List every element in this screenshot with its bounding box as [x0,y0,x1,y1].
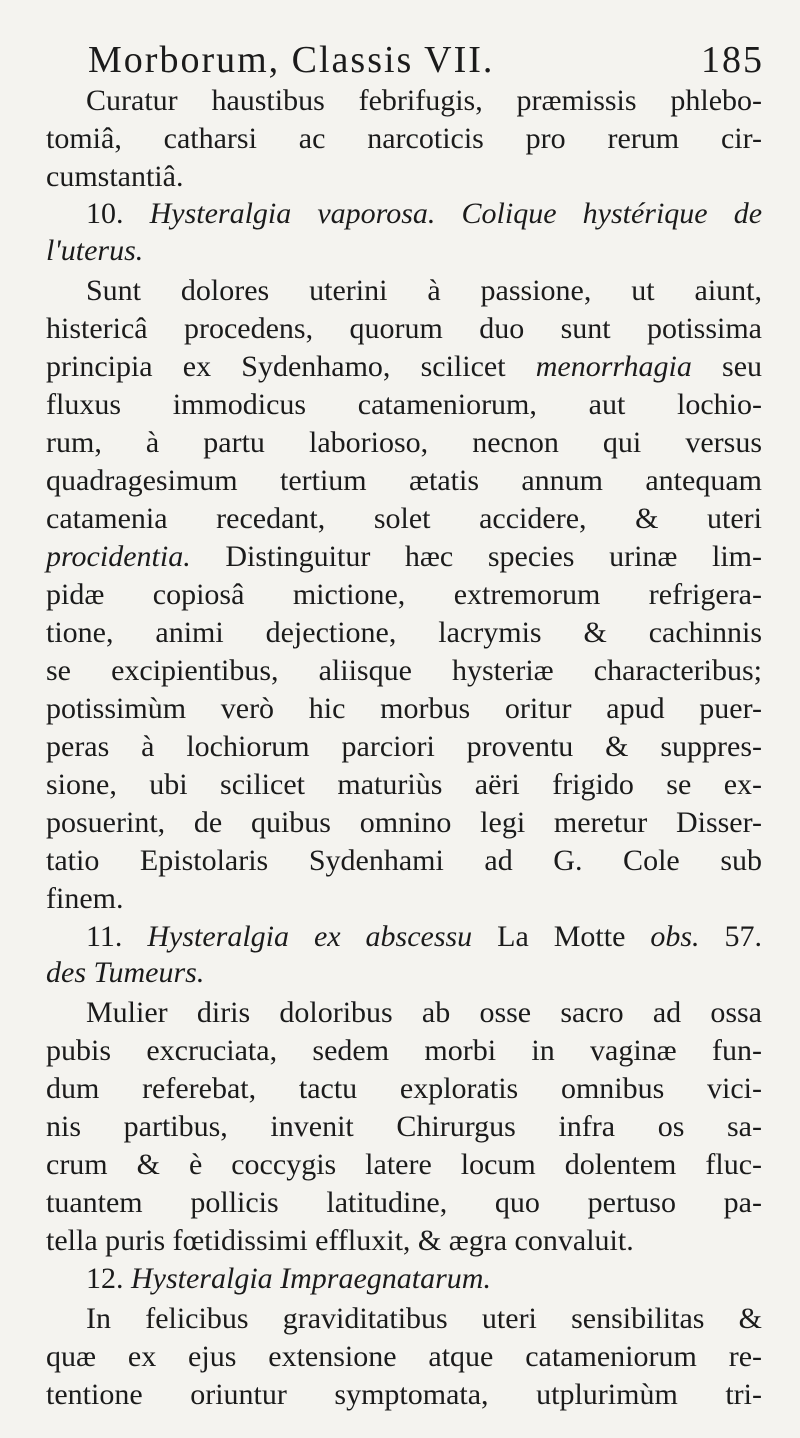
text-line: Sunt dolores uterini à passione, ut aiunt, [86,274,762,307]
text-line: posuerint, de quibus omnino legi meretur Disser- [46,806,762,839]
text-line: tomiâ, catharsi ac narcoticis pro rerum cir- [46,122,762,155]
running-title: Morborum, Classis VII. [88,39,495,81]
text-line: Mulier diris doloribus ab osse sacro ad ossa [86,996,762,1029]
section-heading: 12. Hysteralgia Impraegnatarum. [86,1262,491,1295]
text-line: pidæ copiosâ mictione, extremorum refrigera- [46,578,762,611]
text-line: rum, à partu laborioso, necnon qui versus [46,426,762,459]
text-line: histericâ procedens, quorum duo sunt potissima [46,312,762,345]
text-line: fluxus immodicus catameniorum, aut lochio- [46,388,762,421]
text-line: sione, ubi scilicet maturiùs aëri frigido se ex- [46,768,762,801]
text-line: principia ex Sydenhamo, scilicet menorrhagia seu [46,350,763,383]
text-line: catamenia recedant, solet accidere, & uteri [46,502,762,535]
text-line: In felicibus graviditatibus uteri sensibilitas & [86,1302,762,1335]
text-line: nis partibus, invenit Chirurgus infra os sa- [46,1110,762,1143]
text-line: cumstantiâ. [46,160,184,193]
text-line: potissimùm verò hic morbus oritur apud puer- [46,692,762,725]
text-line: crum & è coccygis latere locum dolentem fluc- [46,1148,762,1181]
text-line: pubis excruciata, sedem morbi in vaginæ fun- [46,1034,762,1067]
text-line: tuantem pollicis latitudine, quo pertuso pa- [46,1186,762,1219]
text-line: tella puris fœtidissimi effluxit, & ægra convaluit. [46,1224,634,1257]
page-number: 185 [701,39,764,81]
section-heading-continued: des Tumeurs. [46,956,205,989]
text-line: Curatur haustibus febrifugis, præmissis phlebo- [86,84,762,117]
text-line: dum referebat, tactu exploratis omnibus vici- [46,1072,762,1105]
text-line: tione, animi dejectione, lacrymis & cachinnis [46,616,762,649]
section-heading: 10. Hysteralgia vaporosa. Colique hystérique de [86,197,763,230]
text-line: procidentia. Distinguitur hæc species urinæ lim- [46,540,763,573]
text-line: tentione oriuntur symptomata, utplurimùm tri- [46,1378,762,1411]
text-line: finem. [46,882,124,915]
section-heading-continued: l'uterus. [46,234,144,267]
text-line: se excipientibus, aliisque hysteriæ characteribus; [46,654,762,687]
section-heading: 11. Hysteralgia ex abscessu La Motte obs. 57. [86,920,762,953]
text-line: quæ ex ejus extensione atque catameniorum re- [46,1340,762,1373]
text-line: peras à lochiorum parciori proventu & suppres- [46,730,762,763]
text-line: quadragesimum tertium ætatis annum antequam [46,464,762,497]
text-line: tatio Epistolaris Sydenhami ad G. Cole sub [46,844,762,877]
